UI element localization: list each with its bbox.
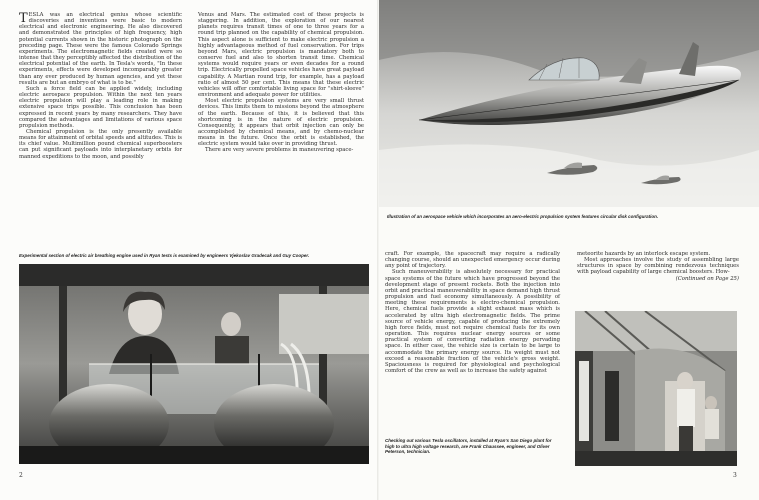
aerospace-vehicle-illustration xyxy=(379,0,759,207)
paragraph: meteorite hazards by an interlock escape system. xyxy=(577,251,711,257)
engine-test-illustration xyxy=(19,264,369,464)
engine-test-photo xyxy=(19,264,369,464)
right-page xyxy=(379,0,759,500)
paragraph: Such a force field can be applied widely, including electric aerospace propulsion. Within the next ten years electric propulsion will play a leading role in making extensive space trips possible. This conclusion has been expressed in recent years by many researchers. They have compared the advantages and limitations of various space propulsion methods. xyxy=(19,85,182,129)
left-column-2 xyxy=(198,12,364,154)
oscillator-room-art xyxy=(575,311,737,466)
oscillator-photo-caption: Checking out various Tesla oscillators, installed at Ryan's San Diego plant for high to ultra high voltage research, are Frank Chaussee, engineer, and Oliver Peterson, technician. xyxy=(385,438,552,455)
paragraph: Such maneuverability is absolutely necessary for practical space systems of the future which have progressed beyond the development stage of present rockets. Both the injection into orbit and practical maneuverability in space demand high thrust propulsion and fuel economy simultaneously. A possibility of meeting these requirements is electro-chemical propulsion. Here, chemical fuels provide a slight exhaust mass which is accelerated by ultra high electromagnetic fields. The prime source of vehicle energy, capable of producing the extremely high force fields, must not require chemical fuels for its own operation. This requires nuclear energy sources or some practical system of converting radiation energy pervading space. In either case, the vehicle size is certain to be large to accommodate the primary energy source. Its weight must not exceed a reasonable fraction of the vehicle's gross weight. Spaciousness is required for physiological and psychological comfort of the crew as well as to increase the safety against xyxy=(385,269,560,374)
tesla-oscillators-photo xyxy=(575,311,737,466)
left-page xyxy=(0,0,379,500)
top-illustration-caption: Illustration of an aerospace vehicle which incorporates an aero-electric propulsion system features circular disk configuration. xyxy=(387,214,659,219)
right-column-2 xyxy=(577,251,739,282)
left-column-1 xyxy=(19,12,182,160)
disk-vehicle-art xyxy=(379,0,759,207)
right-column-1 xyxy=(385,251,560,374)
drop-cap: T xyxy=(19,11,28,26)
continued-note: (Continued on Page 25) xyxy=(675,275,739,282)
paragraph: Venus and Mars. The estimated cost of these projects is staggering. In addition, the exploration of our nearest planets requires transit times of one to three years for a round trip planned on the capability of chemical propulsion. This aspect alone is sufficient to make electric propulsion a highly advantageous method of fuel conservation. For trips beyond Mars, electric propulsion is mandatory both to conserve fuel and also to shorten transit time. Chemical systems would require years or even decades for a round trip. Electrically propelled space vehicles have great payload capability. A Martian round trip, for example, has a payload ratio of almost 50 per cent. This means that these electric vehicles will offer comfortable living space for "shirt-sleeve" environment and adequate power for utilities. xyxy=(198,12,364,99)
left-photo-caption: Experimental section of electric air breathing engine used in Ryan tests is examined by engineers Vjekoslav Gradecak and Guy Cooper. xyxy=(19,253,310,258)
paragraph: craft. For example, the spacecraft may require a radically changing course, should an unexpected emergency occur during any point of trajectory. xyxy=(385,251,560,270)
page-number-right: 3 xyxy=(733,472,737,479)
paragraph: Chemical propulsion is the only presently available means for attainment of orbital speeds and altitudes. This is its chief value. Multimillion pound chemical superboosters can put significant payloads into interplanetary orbits for manned expeditions to the moon, and possibly xyxy=(19,128,182,160)
paragraph: Most approaches involve the study of assembling large structures in space by combining rendezvous techniques with payload capability of large chemical boosters. How- xyxy=(577,257,739,276)
paragraph: TESLA was an electrical genius whose scientific discoveries and inventions were basic to modern electrical and electronic engineering. He also discovered and demonstrated the principles of high frequency, high potential currents shown in the historic photograph on the preceding page. These were the famous Colorado Springs experiments. The electromagnetic fields created were so intense that they perceptibly affected the distribution of the electrical potential of the earth. In Tesla's words, "In these experiments, effects were developed incomparably greater than any ever produced by human agencies, and yet these results are but an embryo of what is to be." xyxy=(19,11,182,86)
page-number-left: 2 xyxy=(19,472,23,479)
paragraph: There are very severe problems in maneuvering space- xyxy=(205,147,354,154)
paragraph: Most electric propulsion systems are very small thrust devices. This limits them to missions beyond the atmosphere of the earth. Because of this, it is believed that this shortcoming is in the nature of electric propulsion. Consequently, it appears that orbit injection can only be accomplished by chemical means, and by chemo-nuclear means in the future. Once the orbit is established, the electric system would take over in providing thrust. xyxy=(198,98,364,148)
